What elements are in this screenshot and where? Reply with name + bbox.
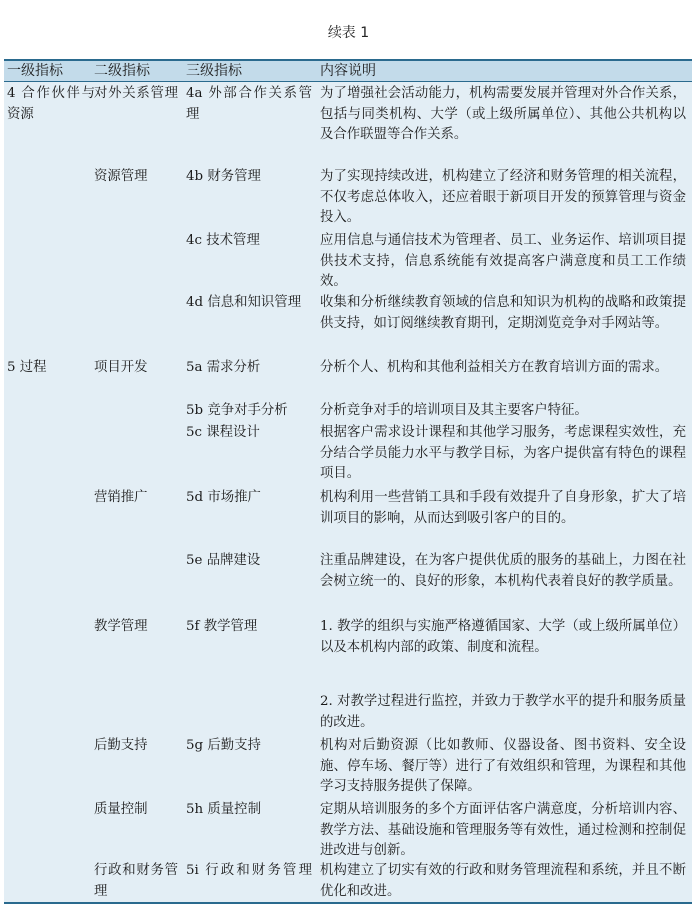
- table-cell-description: 分析竞争对手的培训项目及其主要客户特征。: [320, 403, 588, 418]
- table-cell-description: 注重品牌建设，在为客户提供优质的服务的基础上，力图在社会树立统一的、良好的形象，本机构代表着良好的教学质量。: [320, 553, 686, 589]
- table-cell-description: 为了实现持续改进，机构建立了经济和财务管理的相关流程，不仅考虑总体收入，还应着眼于新项目开发的预算管理与资金投入。: [320, 169, 686, 225]
- table-cell-level3: 5a 需求分析: [186, 360, 261, 375]
- header-level1: 一级指标: [7, 63, 63, 79]
- table-cell-level2: 质量控制: [94, 802, 148, 817]
- table-cell-level2: 项目开发: [94, 360, 148, 375]
- table-cell-description: 分析个人、机构和其他利益相关方在教育培训方面的需求。: [320, 360, 669, 375]
- table-cell-level2: 营销推广: [94, 490, 148, 505]
- table-caption: 续表 1: [327, 25, 370, 41]
- table-cell-level2: 行政和财务管理: [94, 863, 178, 899]
- table-cell-description: 机构建立了切实有效的行政和财务管理流程和系统，并且不断优化和改进。: [320, 863, 686, 899]
- table-cell-description: 为了增强社会活动能力，机构需要发展并管理对外合作关系，包括与同类机构、大学（或上级所属单位）、其他公共机构以及合作联盟等合作关系。: [320, 86, 686, 142]
- table-cell-level3: 4b 财务管理: [186, 169, 261, 184]
- table-bottom-rule: [4, 902, 692, 904]
- table-cell-description: 机构利用一些营销工具和手段有效提升了自身形象，扩大了培训项目的影响，从而达到吸引客户的目的。: [320, 490, 686, 526]
- table-cell-level3: 5g 后勤支持: [186, 738, 261, 753]
- header-level2: 二级指标: [94, 63, 150, 79]
- table-cell-level3: 5d 市场推广: [186, 490, 261, 505]
- table-cell-level3: 5f 教学管理: [186, 619, 258, 634]
- header-level3: 三级指标: [186, 63, 242, 79]
- table-cell-description: 定期从培训服务的多个方面评估客户满意度，分析培训内容、教学方法、基础设施和管理服务等有效性，通过检测和控制促进改进与创新。: [320, 802, 686, 858]
- table-cell-description: 1. 教学的组织与实施严格遵循国家、大学（或上级所属单位）以及本机构内部的政策、制度和流程。: [320, 619, 686, 655]
- table-cell-level3: 4a 外部合作关系管理: [186, 86, 312, 122]
- table-cell-level1: 4 合作伙伴与资源: [7, 86, 95, 122]
- table-cell-level3: 5i 行政和财务管理: [186, 863, 312, 878]
- table-cell-description-continued: 2. 对教学过程进行监控，并致力于教学水平的提升和服务质量的改进。: [320, 694, 686, 730]
- table-body: [4, 82, 692, 902]
- header-description: 内容说明: [320, 63, 376, 79]
- table-cell-description: 机构对后勤资源（比如教师、仪器设备、图书资料、安全设施、停车场、餐厅等）进行了有效组织和管理，为课程和其他学习支持服务提供了保障。: [320, 738, 686, 794]
- table-cell-level2: 后勤支持: [94, 738, 148, 753]
- table-cell-description: 应用信息与通信技术为管理者、员工、业务运作、培训项目提供技术支持，信息系统能有效提高客户满意度和员工工作绩效。: [320, 233, 686, 289]
- table-cell-level3: 5b 竞争对手分析: [186, 403, 288, 418]
- table-cell-description: 收集和分析继续教育领域的信息和知识为机构的战略和政策提供支持，如订阅继续教育期刊，定期浏览竞争对手网站等。: [320, 295, 686, 331]
- table-cell-level2: 对外关系管理: [94, 86, 178, 101]
- table-cell-description: 根据客户需求设计课程和其他学习服务，考虑课程实效性，充分结合学员能力水平与教学目标，为客户提供富有特色的课程项目。: [320, 425, 686, 481]
- table-cell-level1: 5 过程: [7, 360, 47, 375]
- table-cell-level3: 4d 信息和知识管理: [186, 295, 302, 310]
- table-cell-level2: 资源管理: [94, 169, 148, 184]
- table-cell-level3: 5c 课程设计: [186, 425, 260, 440]
- table-header-row: [4, 61, 692, 81]
- table-cell-level3: 5e 品牌建设: [186, 553, 261, 568]
- table-cell-level3: 4c 技术管理: [186, 233, 260, 248]
- table-cell-level2: 教学管理: [94, 619, 148, 634]
- table-cell-level3: 5h 质量控制: [186, 802, 261, 817]
